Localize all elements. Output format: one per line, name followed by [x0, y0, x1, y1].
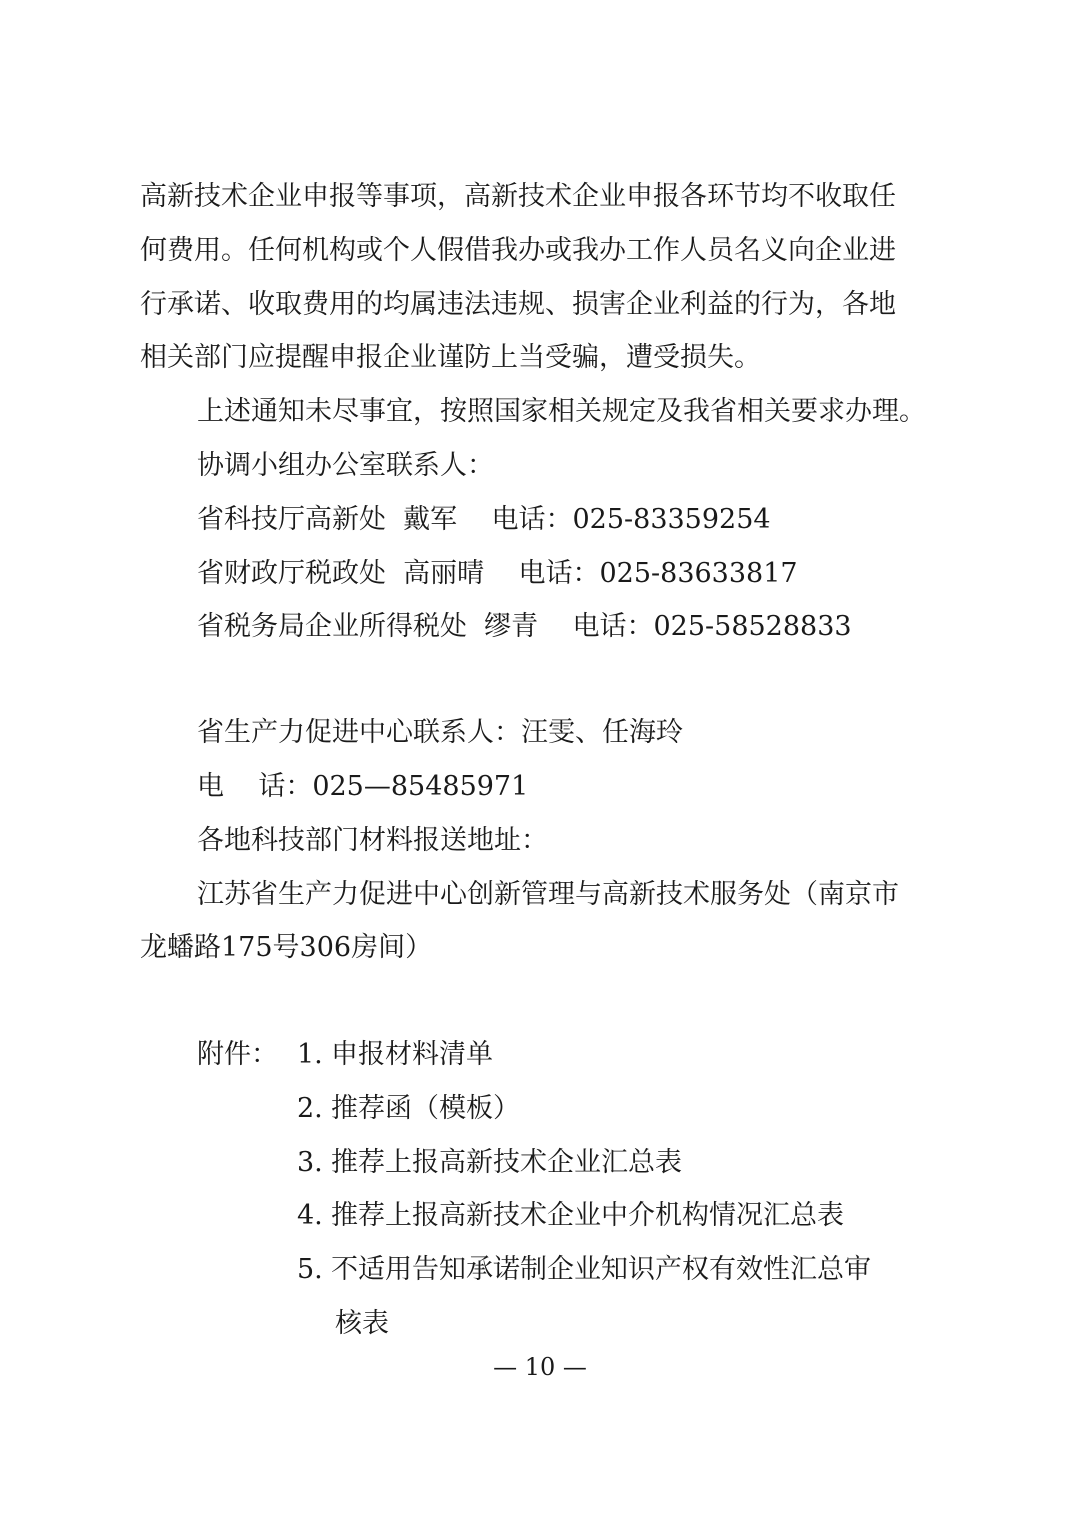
address-line-2: 龙蟠路175号306房间）: [140, 932, 433, 963]
attachment-item: [297, 1038, 493, 1072]
attachment-title: 申报材料清单: [331, 1039, 493, 1070]
contact-line-kejiting: 省科技厅高新处 戴军 电话：025-83359254: [197, 504, 771, 535]
productivity-center-phone: 电 话：025—85485971: [197, 771, 529, 802]
attachment-title: 推荐上报高新技术企业汇总表: [331, 1147, 682, 1178]
productivity-center-contacts: 省生产力促进中心联系人：汪雯、任海玲: [197, 717, 683, 748]
attachment-item: [297, 1253, 871, 1287]
attachment-item-continuation: 核表: [335, 1308, 389, 1339]
closing-line: 上述通知未尽事宜，按照国家相关规定及我省相关要求办理。: [197, 396, 926, 427]
attachment-title: 推荐函（模板）: [331, 1093, 520, 1124]
attachment-item: [297, 1092, 520, 1126]
attachment-number: 3.: [297, 1147, 323, 1178]
coordination-contacts-heading: 协调小组办公室联系人：: [197, 450, 494, 481]
address-heading: 各地科技部门材料报送地址：: [197, 825, 548, 856]
attachment-number: 4.: [297, 1200, 323, 1231]
attachment-number: 2.: [297, 1093, 323, 1124]
page-number: — 10 —: [493, 1353, 587, 1381]
attachment-number: 1.: [297, 1039, 323, 1070]
body-line-2: 何费用。任何机构或个人假借我办或我办工作人员名义向企业进: [140, 235, 896, 266]
address-line-1: 江苏省生产力促进中心创新管理与高新技术服务处（南京市: [197, 879, 899, 910]
contact-line-caizhengting: 省财政厅税政处 高丽晴 电话：025-83633817: [197, 558, 798, 589]
body-line-1: 高新技术企业申报等事项，高新技术企业申报各环节均不收取任: [140, 181, 896, 212]
attachment-number: 5.: [297, 1254, 323, 1285]
body-line-4: 相关部门应提醒申报企业谨防上当受骗，遭受损失。: [140, 342, 761, 373]
body-line-3: 行承诺、收取费用的均属违法违规、损害企业利益的行为，各地: [140, 289, 896, 320]
attachment-title: 推荐上报高新技术企业中介机构情况汇总表: [331, 1200, 844, 1231]
attachment-item: [297, 1199, 844, 1233]
attachments-label: 附件：: [197, 1039, 278, 1070]
attachment-item: [297, 1146, 682, 1180]
attachment-title: 不适用告知承诺制企业知识产权有效性汇总审: [331, 1254, 871, 1285]
contact-line-shuiwuju: 省税务局企业所得税处 缪青 电话：025-58528833: [197, 611, 852, 642]
